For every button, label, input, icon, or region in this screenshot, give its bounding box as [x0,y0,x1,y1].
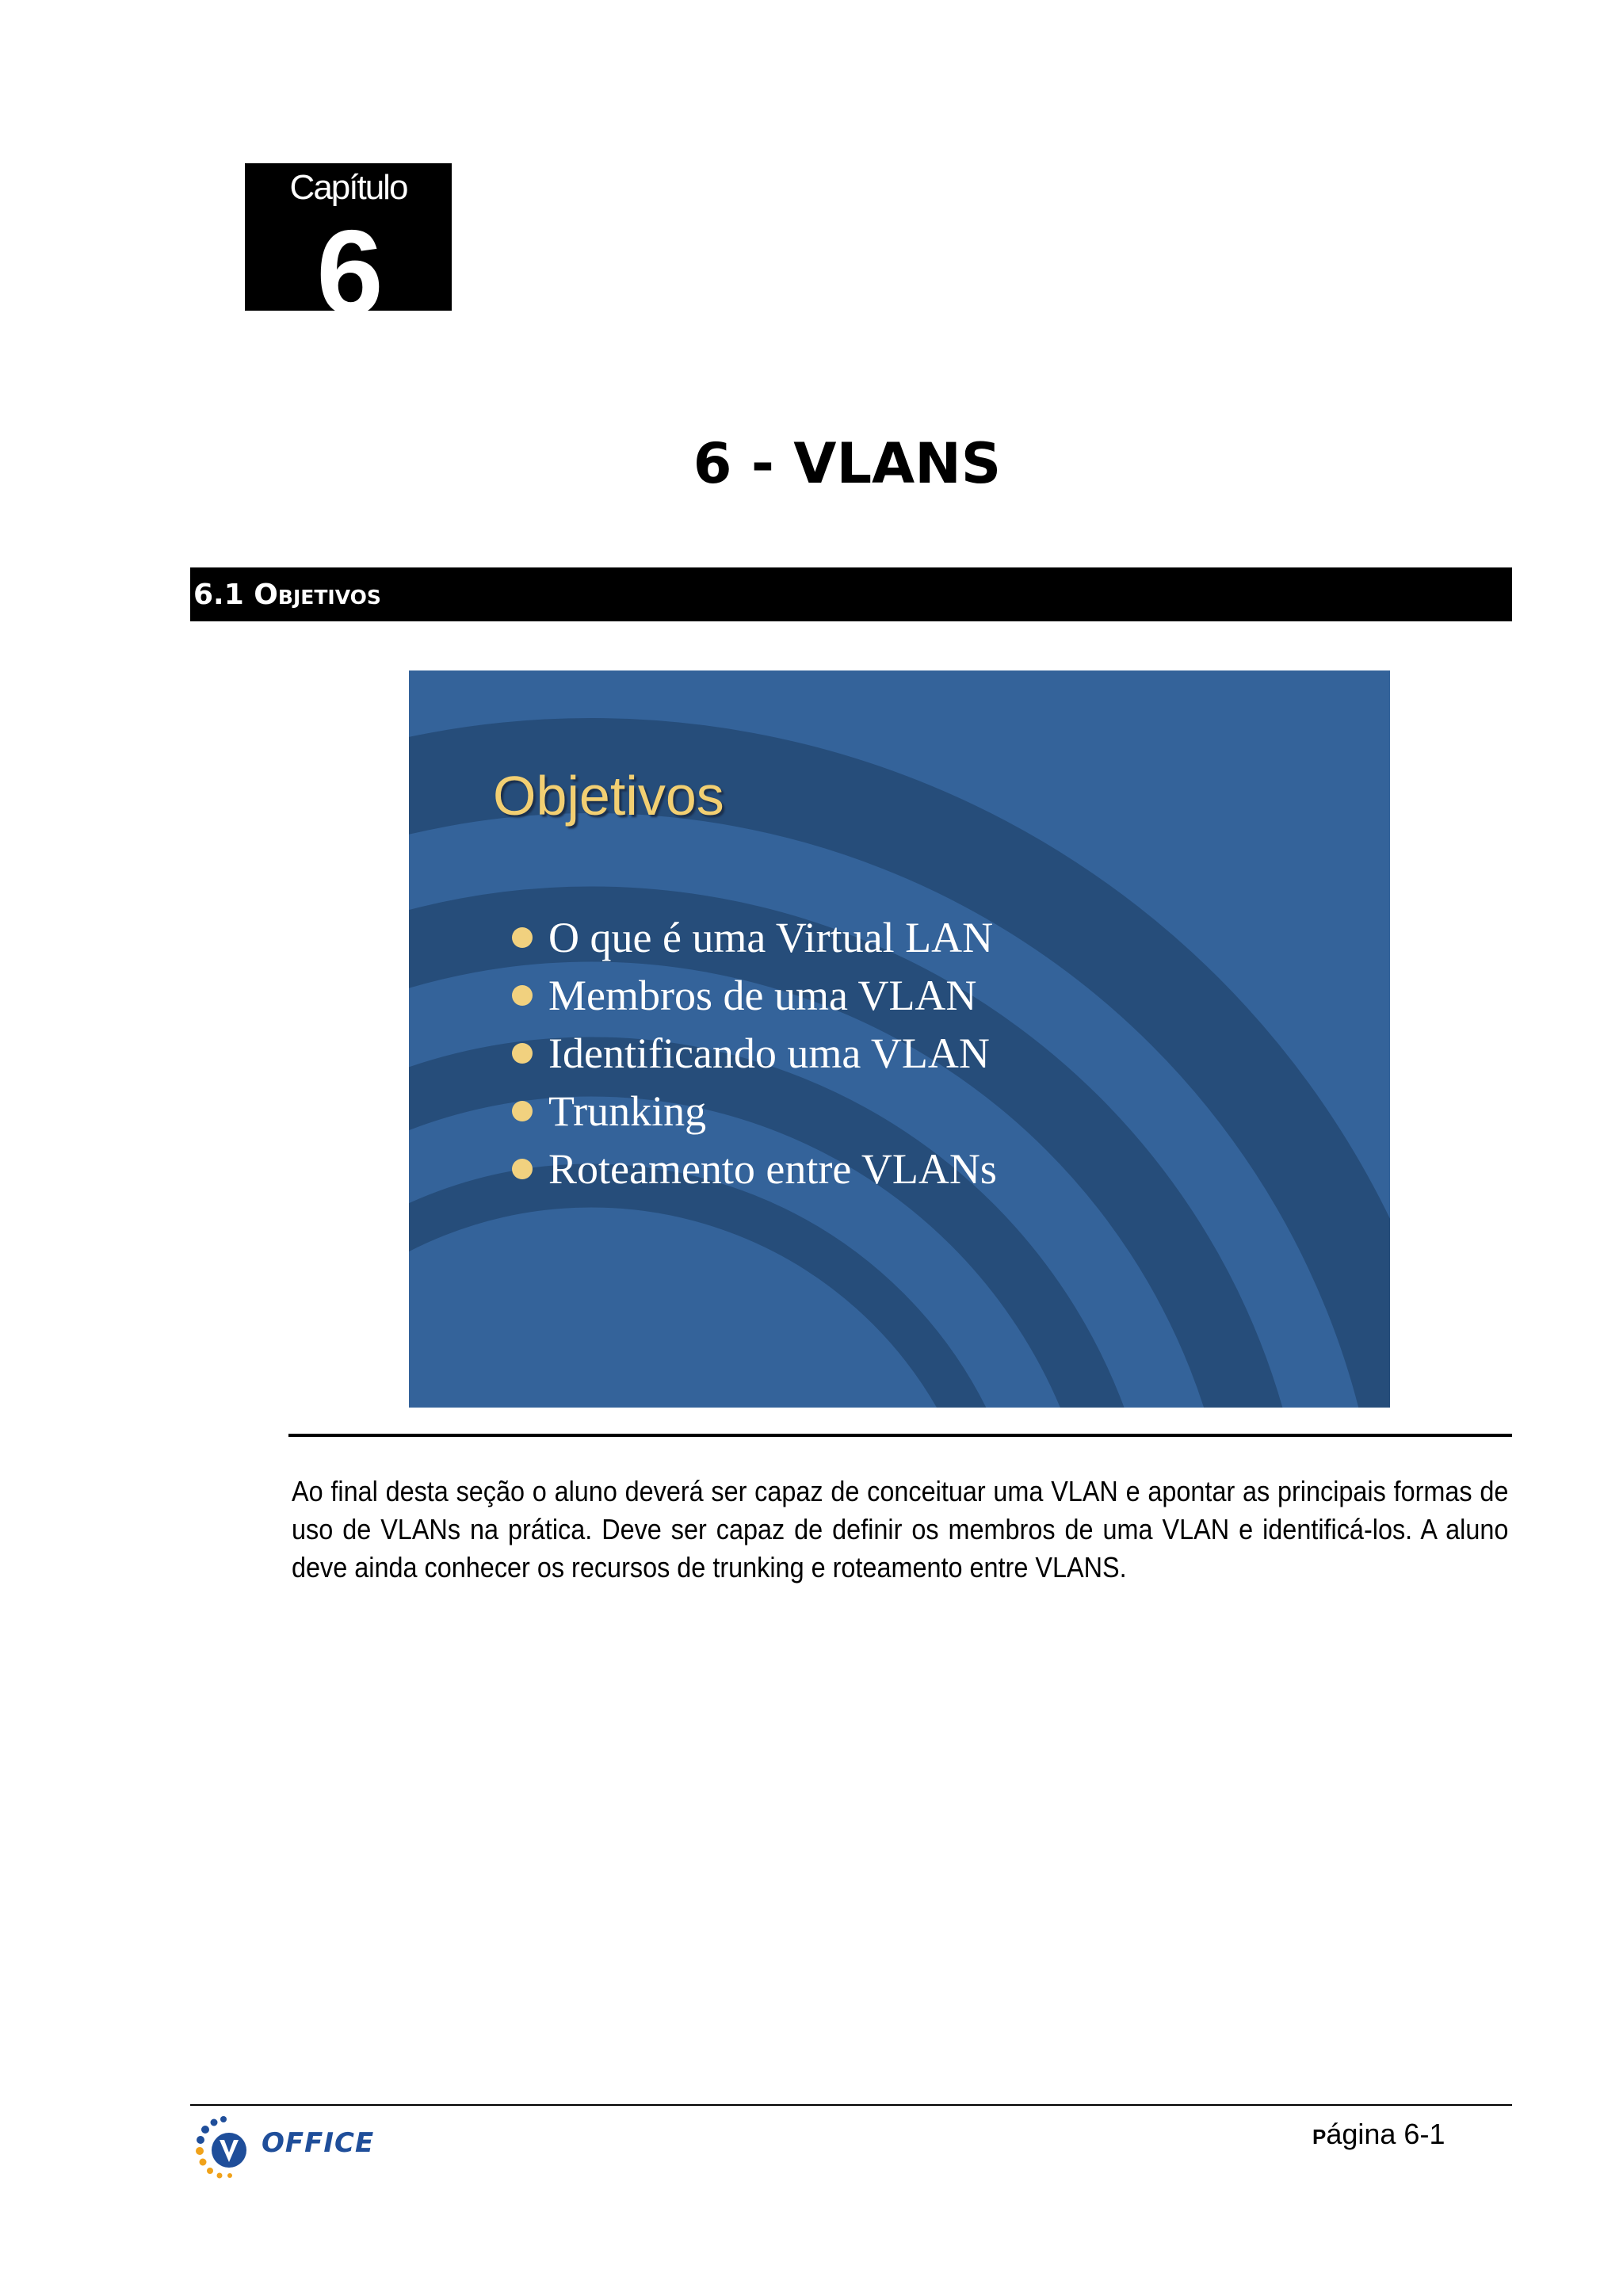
chapter-box [245,163,452,340]
slide-title: Objetivos [493,765,724,827]
list-item: Trunking [512,1082,997,1140]
page-title: 6 - VLANS [693,431,1002,496]
list-item: Membros de uma VLAN [512,966,997,1024]
divider [288,1434,1512,1437]
logo-icon [192,2113,263,2184]
slide-bullet-list [512,908,997,1198]
list-item: Identificando uma VLAN [512,1024,997,1082]
page-number: Página 6-1 [1312,2118,1445,2150]
bullet-icon [512,985,533,1006]
bullet-icon [512,1043,533,1064]
body-paragraph: Ao final desta seção o aluno deverá ser capaz de conceituar uma VLAN e apontar as principais formas de uso de VLANs na prática. Deve ser capaz de definir os membros de uma VLAN e identificá-los. A aluno deve ainda conhecer os recursos de trunking e roteamento entre VLANS. [292,1475,1509,1584]
section-heading: 6.1 Objetivos [193,579,381,611]
list-item: Roteamento entre VLANs [512,1140,997,1198]
slide-image [409,670,1390,1408]
bullet-icon [512,927,533,948]
section-bar [190,567,1512,621]
chapter-number: 6 [316,205,380,340]
bullet-icon [512,1159,533,1179]
voffice-logo [192,2113,375,2184]
chapter-label: Capítulo [289,168,407,207]
list-item: O que é uma Virtual LAN [512,908,997,966]
logo-text: OFFICE [262,2127,375,2159]
footer-divider [190,2104,1512,2106]
bullet-icon [512,1101,533,1121]
